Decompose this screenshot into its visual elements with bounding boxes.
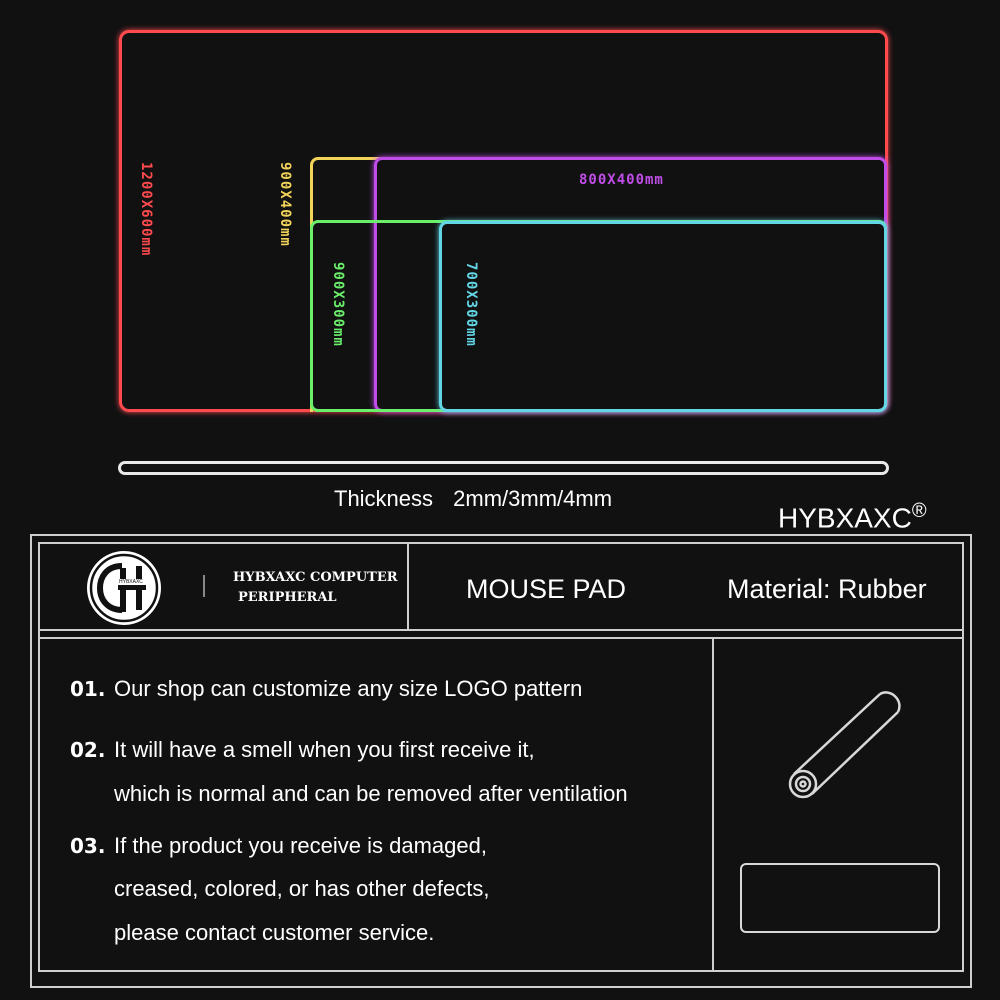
ch-circle-logo-icon	[84, 548, 164, 628]
company-line-2: PERIPHERAL	[238, 590, 337, 605]
note-3-line-2: creased, colored, or has other defects,	[114, 876, 490, 901]
header-divider-bottom	[38, 637, 964, 639]
logo-text: HYBXAXC	[119, 579, 143, 585]
note-3-line-3: please contact customer service.	[114, 920, 435, 945]
material-label: Material: Rubber	[727, 574, 927, 604]
thickness-bar	[118, 461, 889, 475]
note-2-number: 02.	[70, 738, 106, 762]
logo-separator	[203, 575, 205, 597]
thickness-values: 2mm/3mm/4mm	[453, 486, 613, 511]
brand-mark	[778, 500, 927, 534]
size-label-800x400: 800X400mm	[579, 172, 664, 188]
thickness-label: Thickness	[334, 486, 434, 511]
note-3-number: 03.	[70, 834, 106, 858]
company-line-1: HYBXAXC COMPUTER	[233, 570, 398, 585]
size-label-900x300: 900X300mm	[330, 262, 346, 347]
flat-mat-icon	[740, 863, 940, 933]
rolled-mat-icon	[780, 686, 910, 806]
note-3	[70, 833, 487, 859]
note-2-cont	[114, 781, 628, 807]
product-title: MOUSE PAD	[466, 574, 627, 604]
note-2-line-2: which is normal and can be removed after ventilation	[114, 781, 628, 806]
note-1-line-1: Our shop can customize any size LOGO pattern	[114, 676, 583, 701]
company-name	[233, 568, 398, 608]
note-3-cont-2	[114, 920, 434, 946]
brand-name: HYBXAXC	[778, 502, 912, 534]
size-label-700x300: 700X300mm	[463, 262, 479, 347]
size-outline-700x300	[439, 221, 887, 412]
registered-mark: ®	[911, 500, 927, 522]
body-column-divider	[712, 639, 714, 972]
thickness-caption	[334, 486, 612, 512]
note-2	[70, 737, 535, 763]
note-2-line-1: It will have a smell when you first receive it,	[114, 737, 535, 762]
size-label-900x400: 900X400mm	[277, 162, 293, 247]
header-divider	[38, 629, 964, 631]
note-3-cont-1	[114, 876, 489, 902]
note-3-line-1: If the product you receive is damaged,	[114, 833, 487, 858]
size-label-1200x600: 1200X600mm	[138, 162, 154, 257]
note-1	[70, 676, 582, 702]
note-1-number: 01.	[70, 677, 106, 701]
header-column-divider	[407, 542, 409, 630]
